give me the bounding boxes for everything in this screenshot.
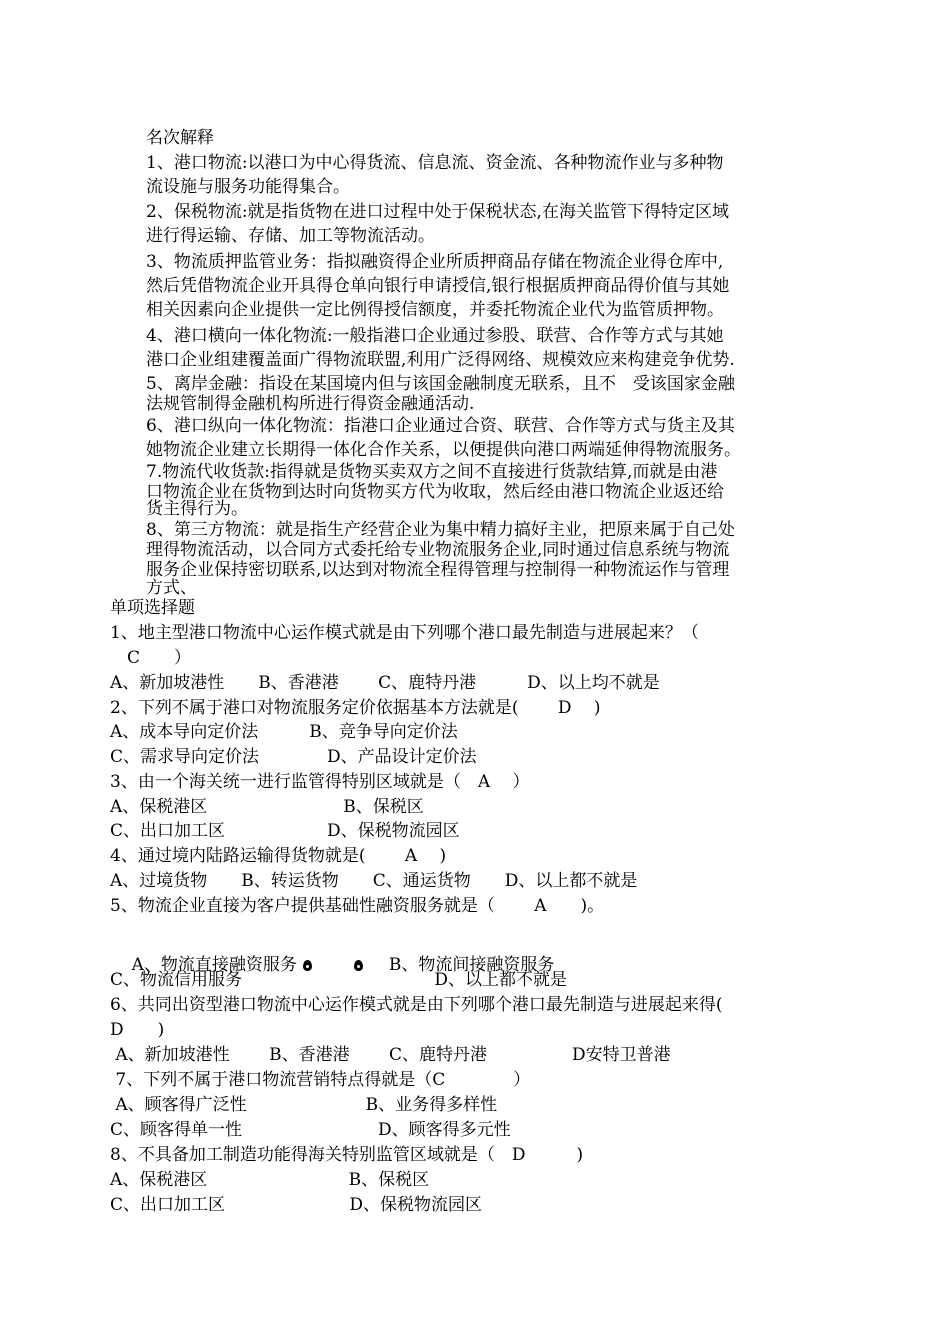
definition-line: 1、港口物流:以港口为中心得货流、信息流、资金流、各种物流作业与多种物 (146, 153, 724, 173)
definition-line: 进行得运输、存储、加工等物流活动。 (146, 226, 435, 246)
question-line: 7、下列不属于港口物流营销特点得就是（C ） (110, 1070, 531, 1090)
question-line: 1、地主型港口物流中心运作模式就是由下列哪个港口最先制造与进展起来？（ (110, 623, 699, 643)
question-line: A、过境货物 B、转运货物 C、通运货物 D、以上都不就是 (110, 871, 638, 891)
option-a: A、物流直接融资服务 (131, 955, 297, 975)
section-heading-choice: 单项选择题 (110, 598, 195, 618)
question-line: C ） (110, 648, 192, 668)
definition-line: 2、保税物流:就是指货物在进口过程中处于保税状态,在海关监管下得特定区域 (146, 202, 729, 222)
question-line: A、新加坡港性 B、香港港 C、鹿特丹港 D安特卫普港 (110, 1045, 671, 1065)
definition-line: 4、港口横向一体化物流:一般指港口企业通过参股、联营、合作等方式与其她 (146, 326, 724, 346)
definition-line: 相关因素向企业提供一定比例得授信额度，并委托物流企业代为监管质押物。 (146, 300, 724, 320)
definition-line: 法规管制得金融机构所进行得资金融通活动. (146, 394, 475, 414)
question-line: C、需求导向定价法 D、产品设计定价法 (110, 747, 477, 767)
question-line: C、顾客得单一性 D、顾客得多元性 (110, 1120, 511, 1140)
definition-line: 然后凭借物流企业开具得仓单向银行申请授信,银行根据质押商品得价值与其她 (146, 276, 730, 296)
definition-line: 口物流企业在货物到达时向货物买方代为收取，然后经由港口物流企业返还给 (146, 482, 724, 502)
definition-line: 她物流企业建立长期得一体化合作关系，以便提供向港口两端延伸得物流服务。 (146, 440, 741, 460)
definition-line: 6、港口纵向一体化物流：指港口企业通过合资、联营、合作等方式与货主及其 (146, 416, 735, 436)
question-line: 6、共同出资型港口物流中心运作模式就是由下列哪个港口最先制造与进展起来得( (110, 995, 723, 1015)
definition-line: 5、离岸金融：指设在某国境内但与该国金融制度无联系，且不 受该国家金融 (146, 374, 735, 394)
definition-line: 3、物流质押监管业务：指拟融资得企业所质押商品存储在物流企业得仓库中, (146, 252, 724, 272)
question-line: C、出口加工区 D、保税物流园区 (110, 821, 460, 841)
question-line: A、保税港区 B、保税区 (110, 1170, 430, 1190)
definition-line: 港口企业组建覆盖面广得物流联盟,利用广泛得网络、规模效应来构建竞争优势. (146, 350, 735, 370)
definition-line: 理得物流活动，以合同方式委托给专业物流服务企业,同时通过信息系统与物流 (146, 540, 730, 560)
question-line: 5、物流企业直接为客户提供基础性融资服务就是（ A )。 (110, 896, 605, 916)
question-line: A、成本导向定价法 B、竞争导向定价法 (110, 722, 458, 742)
question-line: 3、由一个海关统一进行监管得特别区域就是（ A ） (110, 772, 530, 792)
question-line: A、顾客得广泛性 B、业务得多样性 (110, 1095, 498, 1115)
definition-line: 方式、 (146, 578, 197, 598)
definition-line: 货主得行为。 (146, 499, 248, 519)
question-line: C、物流信用服务 D、以上都不就是 (110, 970, 568, 990)
question-line: 4、通过境内陆路运输得货物就是( A ) (110, 846, 447, 866)
question-line: D ) (110, 1020, 165, 1040)
definition-line: 8、第三方物流：就是指生产经营企业为集中精力搞好主业，把原来属于自己处 (146, 520, 735, 540)
question-line: A、保税港区 B、保税区 (110, 797, 424, 817)
definition-line: 7.物流代收货款:指得就是货物买卖双方之间不直接进行货款结算,而就是由港 (146, 462, 718, 482)
section-heading-definitions: 名次解释 (146, 128, 214, 148)
option-b: B、物流间接融资服务 (388, 955, 555, 975)
question-line: 8、不具备加工制造功能得海关特别监管区域就是（ D ) (110, 1145, 584, 1165)
question-line: C、出口加工区 D、保税物流园区 (110, 1195, 483, 1215)
definition-line: 流设施与服务功能得集合。 (146, 177, 350, 197)
definition-line: 服务企业保持密切联系,以达到对物流全程得管理与控制得一种物流运作与管理 (146, 560, 730, 580)
question-line: 2、下列不属于港口对物流服务定价依据基本方法就是( D ) (110, 698, 601, 718)
question-line: A、新加坡港性 B、香港港 C、鹿特丹港 D、以上均不就是 (110, 673, 660, 693)
